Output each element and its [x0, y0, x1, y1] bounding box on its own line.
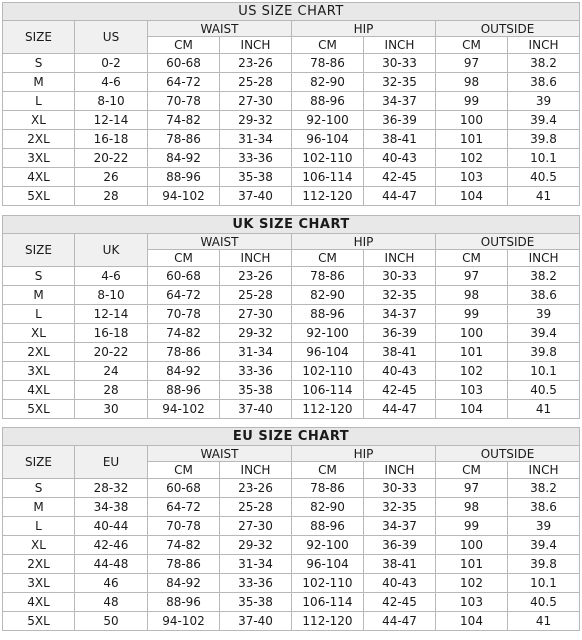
region-header: UK	[75, 234, 148, 267]
hip-cm-cell: 96-104	[292, 555, 364, 574]
region-size-cell: 28	[75, 381, 148, 400]
hip-inch-cell: 44-47	[364, 400, 436, 419]
waist-cm-cell: 70-78	[148, 305, 220, 324]
table-row	[3, 381, 580, 400]
size-cell: 3XL	[3, 362, 75, 381]
waist-inch-cell: 29-32	[220, 324, 292, 343]
waist-inch-cell: 31-34	[220, 343, 292, 362]
hip-inch-cell: 30-33	[364, 479, 436, 498]
size-cell: 2XL	[3, 555, 75, 574]
outside-cm-cell: 101	[436, 343, 508, 362]
hip-cm-cell: 112-120	[292, 612, 364, 631]
hip-inch-header: INCH	[364, 250, 436, 267]
outside-cm-header: CM	[436, 250, 508, 267]
waist-inch-cell: 33-36	[220, 362, 292, 381]
region-header: US	[75, 21, 148, 54]
table-row	[3, 267, 580, 286]
waist-cm-cell: 70-78	[148, 517, 220, 536]
outside-inch-cell: 38.6	[508, 286, 580, 305]
hip-inch-cell: 36-39	[364, 536, 436, 555]
outside-cm-cell: 99	[436, 517, 508, 536]
table-row	[3, 187, 580, 206]
size-cell: 4XL	[3, 168, 75, 187]
region-size-cell: 50	[75, 612, 148, 631]
table-row	[3, 54, 580, 73]
hip-inch-cell: 30-33	[364, 267, 436, 286]
size-table	[2, 215, 580, 419]
hip-inch-cell: 36-39	[364, 324, 436, 343]
size-cell: L	[3, 517, 75, 536]
waist-cm-cell: 84-92	[148, 362, 220, 381]
waist-inch-header: INCH	[220, 37, 292, 54]
region-size-cell: 12-14	[75, 111, 148, 130]
waist-inch-cell: 33-36	[220, 574, 292, 593]
hip-cm-cell: 78-86	[292, 267, 364, 286]
hip-inch-cell: 32-35	[364, 498, 436, 517]
hip-inch-cell: 34-37	[364, 305, 436, 324]
outside-cm-cell: 102	[436, 362, 508, 381]
waist-cm-cell: 78-86	[148, 343, 220, 362]
size-cell: 5XL	[3, 612, 75, 631]
size-cell: XL	[3, 111, 75, 130]
outside-inch-cell: 39.8	[508, 343, 580, 362]
table-row	[3, 479, 580, 498]
outside-inch-header: INCH	[508, 462, 580, 479]
waist-cm-cell: 88-96	[148, 168, 220, 187]
hip-cm-cell: 82-90	[292, 286, 364, 305]
outside-inch-cell: 40.5	[508, 381, 580, 400]
waist-cm-header: CM	[148, 37, 220, 54]
waist-inch-cell: 29-32	[220, 536, 292, 555]
waist-cm-header: CM	[148, 462, 220, 479]
outside-inch-cell: 39.8	[508, 130, 580, 149]
waist-inch-header: INCH	[220, 250, 292, 267]
waist-cm-cell: 94-102	[148, 400, 220, 419]
hip-cm-cell: 78-86	[292, 54, 364, 73]
outside-cm-cell: 97	[436, 54, 508, 73]
table-row	[3, 130, 580, 149]
waist-inch-cell: 23-26	[220, 54, 292, 73]
waist-inch-cell: 35-38	[220, 593, 292, 612]
size-cell: 4XL	[3, 593, 75, 612]
outside-cm-cell: 99	[436, 92, 508, 111]
hip-inch-cell: 42-45	[364, 593, 436, 612]
outside-cm-cell: 104	[436, 400, 508, 419]
chart-title: UK SIZE CHART	[3, 216, 580, 234]
waist-cm-cell: 94-102	[148, 187, 220, 206]
waist-cm-cell: 64-72	[148, 73, 220, 92]
size-header: SIZE	[3, 234, 75, 267]
table-row	[3, 305, 580, 324]
hip-cm-cell: 106-114	[292, 381, 364, 400]
size-cell: 3XL	[3, 149, 75, 168]
hip-cm-cell: 92-100	[292, 536, 364, 555]
chart-title: US SIZE CHART	[3, 3, 580, 21]
region-size-cell: 24	[75, 362, 148, 381]
hip-inch-cell: 44-47	[364, 612, 436, 631]
table-row	[3, 149, 580, 168]
outside-inch-cell: 10.1	[508, 574, 580, 593]
table-row	[3, 400, 580, 419]
outside-cm-cell: 102	[436, 149, 508, 168]
hip-header: HIP	[292, 234, 436, 250]
table-row	[3, 612, 580, 631]
region-size-cell: 4-6	[75, 73, 148, 92]
waist-cm-header: CM	[148, 250, 220, 267]
region-size-cell: 8-10	[75, 286, 148, 305]
waist-cm-cell: 60-68	[148, 267, 220, 286]
outside-header: OUTSIDE	[436, 21, 580, 37]
region-size-cell: 16-18	[75, 324, 148, 343]
waist-cm-cell: 70-78	[148, 92, 220, 111]
hip-inch-cell: 34-37	[364, 517, 436, 536]
waist-inch-cell: 27-30	[220, 305, 292, 324]
hip-cm-cell: 82-90	[292, 498, 364, 517]
size-cell: 2XL	[3, 343, 75, 362]
size-cell: 5XL	[3, 400, 75, 419]
size-cell: L	[3, 92, 75, 111]
hip-cm-header: CM	[292, 462, 364, 479]
hip-cm-cell: 78-86	[292, 479, 364, 498]
waist-cm-cell: 88-96	[148, 381, 220, 400]
outside-inch-cell: 39.4	[508, 324, 580, 343]
outside-inch-cell: 39	[508, 305, 580, 324]
size-cell: 4XL	[3, 381, 75, 400]
hip-inch-cell: 42-45	[364, 168, 436, 187]
size-table	[2, 2, 580, 206]
region-size-cell: 28-32	[75, 479, 148, 498]
waist-inch-cell: 29-32	[220, 111, 292, 130]
table-row	[3, 555, 580, 574]
size-cell: M	[3, 286, 75, 305]
waist-inch-cell: 35-38	[220, 381, 292, 400]
region-size-cell: 16-18	[75, 130, 148, 149]
hip-inch-cell: 38-41	[364, 130, 436, 149]
waist-inch-cell: 25-28	[220, 498, 292, 517]
table-row	[3, 498, 580, 517]
outside-cm-cell: 100	[436, 536, 508, 555]
size-cell: M	[3, 498, 75, 517]
waist-cm-cell: 64-72	[148, 286, 220, 305]
hip-cm-cell: 106-114	[292, 593, 364, 612]
outside-inch-cell: 38.2	[508, 267, 580, 286]
hip-inch-cell: 40-43	[364, 149, 436, 168]
outside-cm-cell: 98	[436, 73, 508, 92]
hip-cm-cell: 96-104	[292, 130, 364, 149]
table-row	[3, 324, 580, 343]
waist-cm-cell: 74-82	[148, 536, 220, 555]
table-row	[3, 343, 580, 362]
hip-inch-cell: 38-41	[364, 343, 436, 362]
waist-inch-cell: 37-40	[220, 187, 292, 206]
waist-inch-cell: 31-34	[220, 555, 292, 574]
table-row	[3, 111, 580, 130]
waist-inch-header: INCH	[220, 462, 292, 479]
region-size-cell: 20-22	[75, 343, 148, 362]
hip-inch-cell: 40-43	[364, 362, 436, 381]
hip-cm-cell: 96-104	[292, 343, 364, 362]
hip-inch-cell: 38-41	[364, 555, 436, 574]
hip-inch-cell: 36-39	[364, 111, 436, 130]
waist-cm-cell: 94-102	[148, 612, 220, 631]
hip-cm-cell: 112-120	[292, 400, 364, 419]
waist-inch-cell: 27-30	[220, 92, 292, 111]
outside-cm-cell: 104	[436, 612, 508, 631]
outside-cm-cell: 103	[436, 168, 508, 187]
region-size-cell: 28	[75, 187, 148, 206]
region-size-cell: 20-22	[75, 149, 148, 168]
outside-inch-cell: 10.1	[508, 149, 580, 168]
hip-cm-cell: 102-110	[292, 149, 364, 168]
waist-inch-cell: 33-36	[220, 149, 292, 168]
outside-cm-cell: 103	[436, 593, 508, 612]
hip-header: HIP	[292, 446, 436, 462]
waist-cm-cell: 74-82	[148, 324, 220, 343]
outside-inch-cell: 39	[508, 517, 580, 536]
size-cell: L	[3, 305, 75, 324]
outside-header: OUTSIDE	[436, 234, 580, 250]
outside-cm-cell: 102	[436, 574, 508, 593]
outside-inch-cell: 38.6	[508, 498, 580, 517]
region-size-cell: 12-14	[75, 305, 148, 324]
outside-cm-cell: 101	[436, 130, 508, 149]
region-size-cell: 46	[75, 574, 148, 593]
outside-cm-cell: 97	[436, 267, 508, 286]
waist-inch-cell: 37-40	[220, 612, 292, 631]
outside-inch-cell: 41	[508, 187, 580, 206]
outside-inch-cell: 41	[508, 612, 580, 631]
size-cell: S	[3, 54, 75, 73]
waist-header: WAIST	[148, 446, 292, 462]
waist-inch-cell: 27-30	[220, 517, 292, 536]
waist-inch-cell: 23-26	[220, 479, 292, 498]
outside-cm-cell: 97	[436, 479, 508, 498]
hip-inch-header: INCH	[364, 462, 436, 479]
outside-cm-cell: 98	[436, 498, 508, 517]
outside-inch-cell: 39.4	[508, 111, 580, 130]
hip-cm-cell: 106-114	[292, 168, 364, 187]
hip-cm-cell: 102-110	[292, 574, 364, 593]
outside-inch-cell: 40.5	[508, 593, 580, 612]
region-size-cell: 42-46	[75, 536, 148, 555]
hip-inch-cell: 32-35	[364, 286, 436, 305]
hip-inch-cell: 32-35	[364, 73, 436, 92]
region-size-cell: 44-48	[75, 555, 148, 574]
region-size-cell: 34-38	[75, 498, 148, 517]
outside-cm-header: CM	[436, 462, 508, 479]
table-row	[3, 574, 580, 593]
outside-cm-cell: 100	[436, 324, 508, 343]
outside-cm-cell: 101	[436, 555, 508, 574]
us-size-chart	[2, 2, 579, 206]
region-size-cell: 0-2	[75, 54, 148, 73]
waist-inch-cell: 25-28	[220, 73, 292, 92]
outside-cm-cell: 103	[436, 381, 508, 400]
size-cell: S	[3, 479, 75, 498]
outside-inch-cell: 40.5	[508, 168, 580, 187]
table-row	[3, 536, 580, 555]
size-cell: 2XL	[3, 130, 75, 149]
waist-cm-cell: 78-86	[148, 130, 220, 149]
hip-cm-cell: 88-96	[292, 517, 364, 536]
hip-cm-cell: 82-90	[292, 73, 364, 92]
waist-cm-cell: 84-92	[148, 149, 220, 168]
region-header: EU	[75, 446, 148, 479]
table-row	[3, 73, 580, 92]
outside-header: OUTSIDE	[436, 446, 580, 462]
hip-inch-header: INCH	[364, 37, 436, 54]
waist-inch-cell: 25-28	[220, 286, 292, 305]
hip-inch-cell: 30-33	[364, 54, 436, 73]
table-row	[3, 517, 580, 536]
size-table	[2, 427, 580, 631]
region-size-cell: 48	[75, 593, 148, 612]
waist-cm-cell: 60-68	[148, 479, 220, 498]
hip-cm-cell: 92-100	[292, 324, 364, 343]
uk-size-chart	[2, 215, 579, 419]
chart-title: EU SIZE CHART	[3, 428, 580, 446]
outside-inch-cell: 41	[508, 400, 580, 419]
waist-cm-cell: 78-86	[148, 555, 220, 574]
waist-cm-cell: 74-82	[148, 111, 220, 130]
table-row	[3, 286, 580, 305]
hip-cm-header: CM	[292, 37, 364, 54]
outside-cm-cell: 100	[436, 111, 508, 130]
table-row	[3, 168, 580, 187]
outside-inch-cell: 10.1	[508, 362, 580, 381]
outside-inch-cell: 38.2	[508, 479, 580, 498]
table-row	[3, 593, 580, 612]
size-cell: 5XL	[3, 187, 75, 206]
region-size-cell: 8-10	[75, 92, 148, 111]
hip-cm-cell: 102-110	[292, 362, 364, 381]
waist-inch-cell: 37-40	[220, 400, 292, 419]
size-cell: 3XL	[3, 574, 75, 593]
size-cell: XL	[3, 536, 75, 555]
size-header: SIZE	[3, 446, 75, 479]
table-row	[3, 92, 580, 111]
hip-inch-cell: 42-45	[364, 381, 436, 400]
hip-cm-cell: 92-100	[292, 111, 364, 130]
hip-inch-cell: 44-47	[364, 187, 436, 206]
waist-cm-cell: 88-96	[148, 593, 220, 612]
outside-inch-cell: 39	[508, 92, 580, 111]
waist-cm-cell: 84-92	[148, 574, 220, 593]
outside-inch-cell: 38.6	[508, 73, 580, 92]
hip-inch-cell: 40-43	[364, 574, 436, 593]
waist-cm-cell: 64-72	[148, 498, 220, 517]
outside-inch-header: INCH	[508, 250, 580, 267]
outside-inch-header: INCH	[508, 37, 580, 54]
outside-inch-cell: 39.8	[508, 555, 580, 574]
outside-cm-cell: 104	[436, 187, 508, 206]
outside-cm-cell: 99	[436, 305, 508, 324]
waist-header: WAIST	[148, 21, 292, 37]
waist-header: WAIST	[148, 234, 292, 250]
region-size-cell: 4-6	[75, 267, 148, 286]
size-cell: XL	[3, 324, 75, 343]
waist-cm-cell: 60-68	[148, 54, 220, 73]
hip-inch-cell: 34-37	[364, 92, 436, 111]
size-cell: S	[3, 267, 75, 286]
hip-cm-header: CM	[292, 250, 364, 267]
hip-cm-cell: 88-96	[292, 92, 364, 111]
hip-header: HIP	[292, 21, 436, 37]
size-cell: M	[3, 73, 75, 92]
size-header: SIZE	[3, 21, 75, 54]
region-size-cell: 40-44	[75, 517, 148, 536]
outside-inch-cell: 38.2	[508, 54, 580, 73]
hip-cm-cell: 88-96	[292, 305, 364, 324]
outside-cm-cell: 98	[436, 286, 508, 305]
waist-inch-cell: 23-26	[220, 267, 292, 286]
hip-cm-cell: 112-120	[292, 187, 364, 206]
eu-size-chart	[2, 427, 579, 631]
table-row	[3, 362, 580, 381]
waist-inch-cell: 31-34	[220, 130, 292, 149]
waist-inch-cell: 35-38	[220, 168, 292, 187]
region-size-cell: 26	[75, 168, 148, 187]
region-size-cell: 30	[75, 400, 148, 419]
outside-inch-cell: 39.4	[508, 536, 580, 555]
outside-cm-header: CM	[436, 37, 508, 54]
